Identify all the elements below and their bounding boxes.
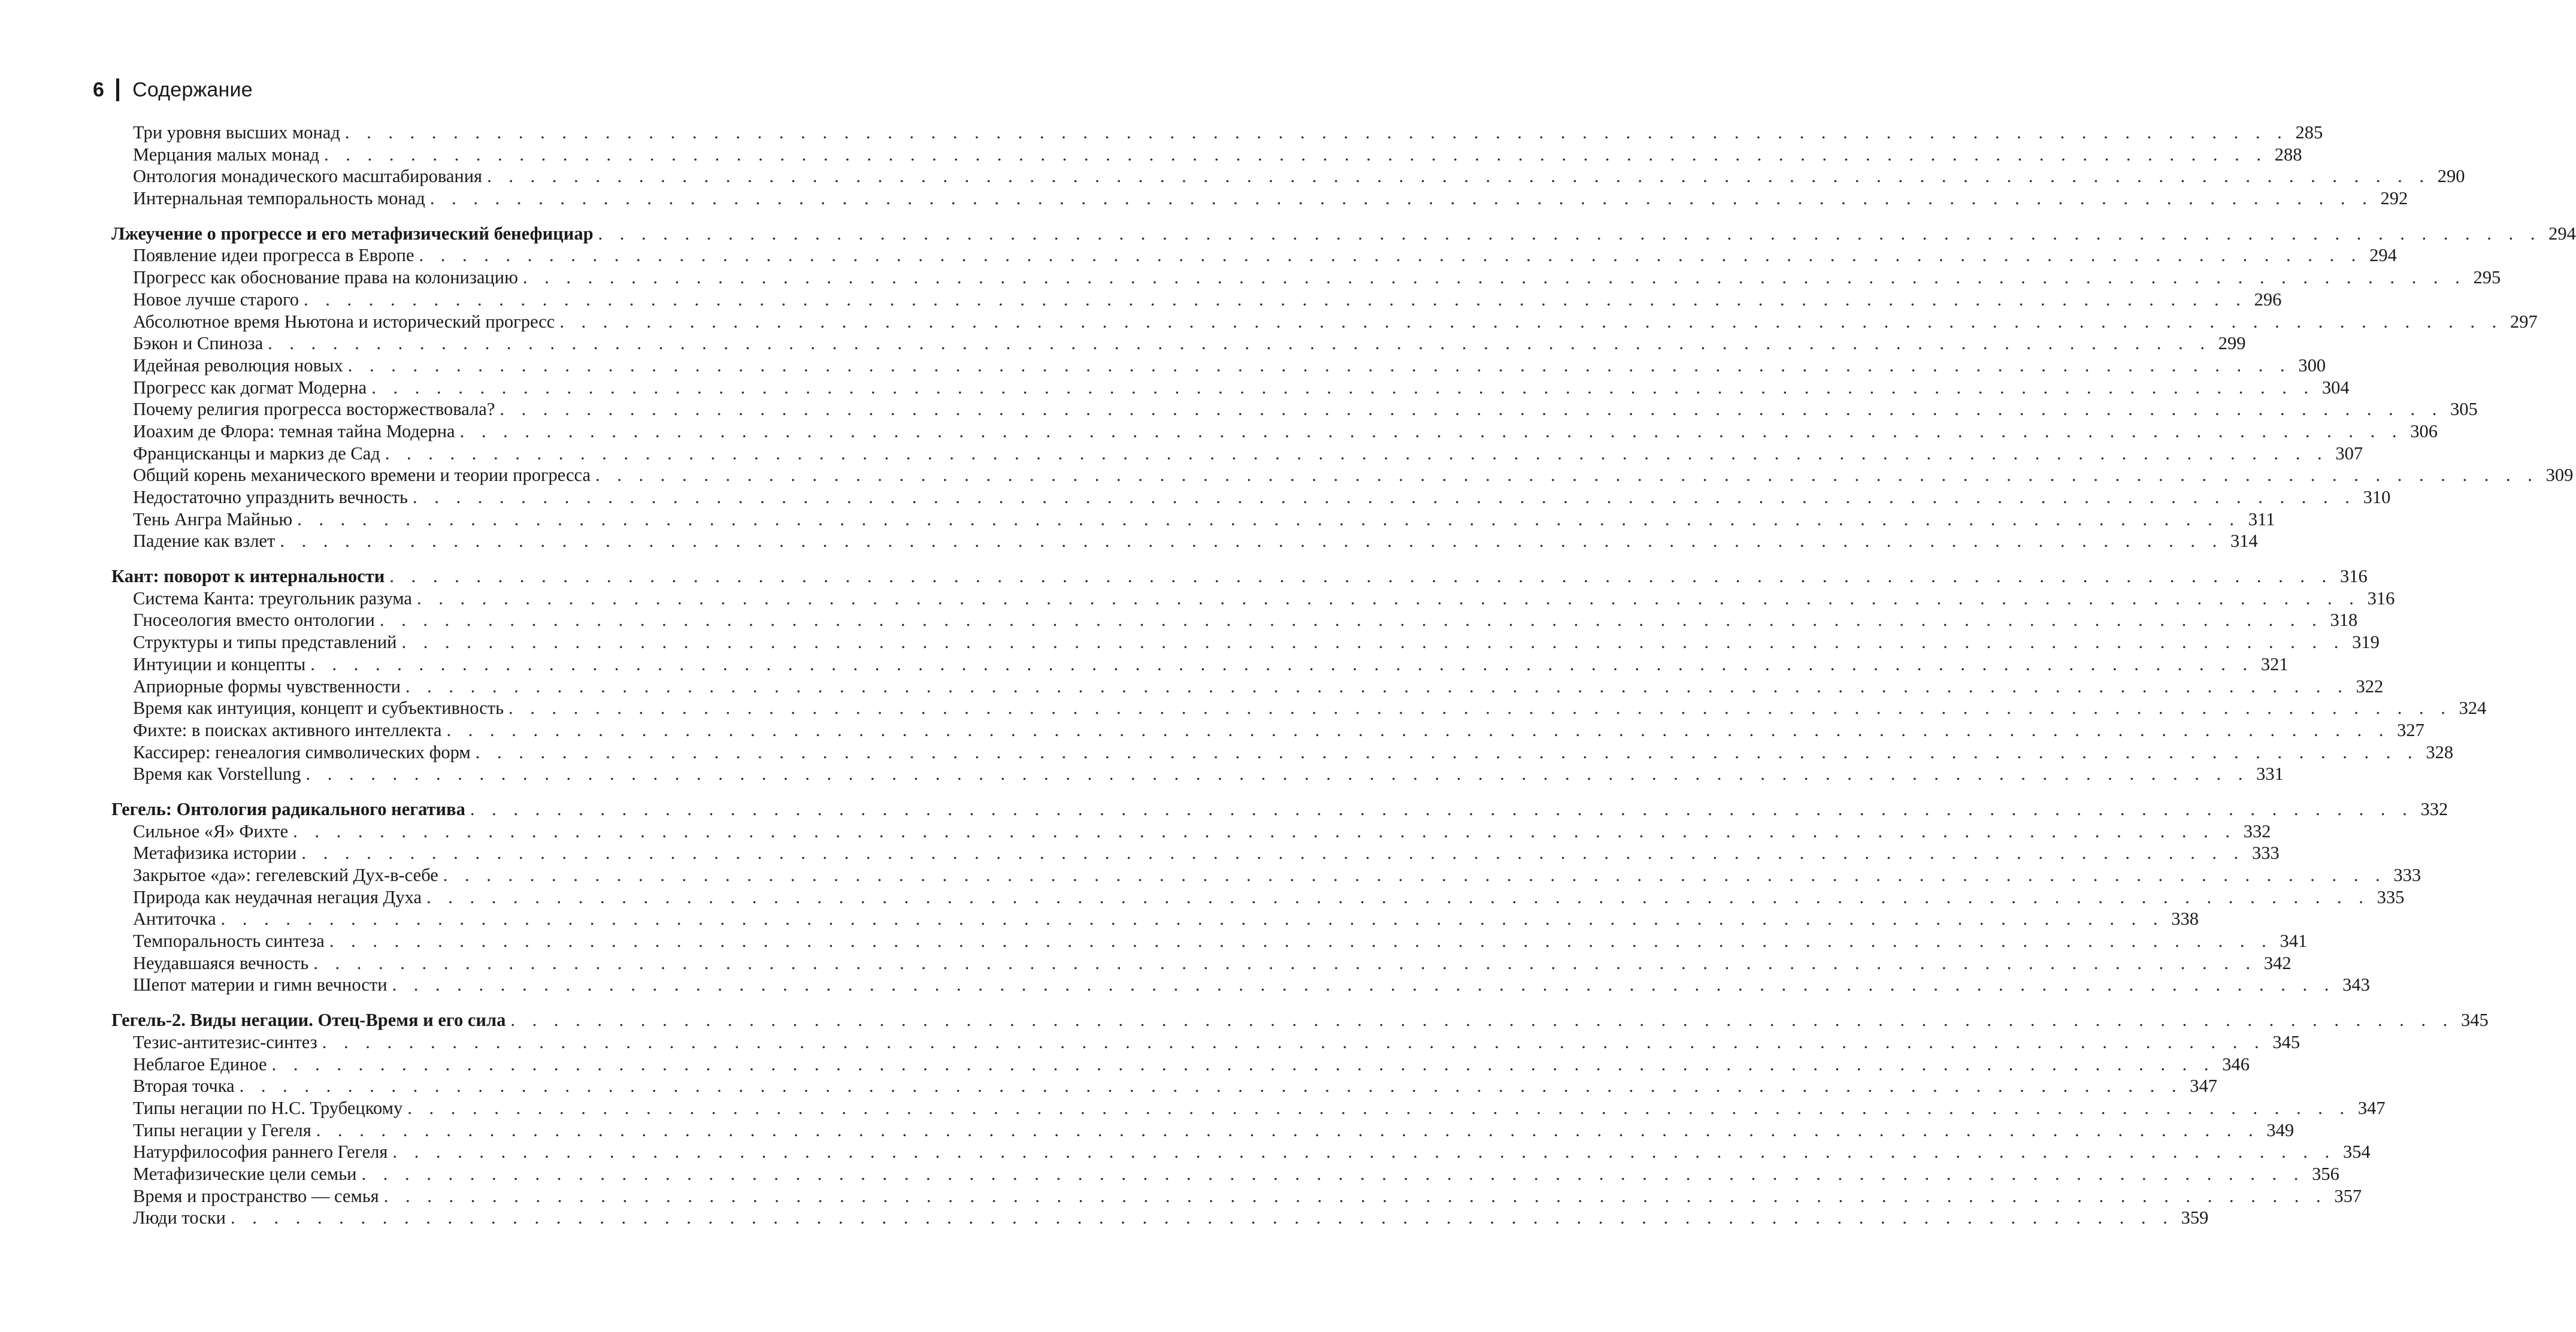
dot-leader: . . . . . . . . . . . . . . . . . . . . . . . . . . . . . . . . . . . . . . . . . . . . . . . . . . . . . . . . . . . . . . . . . . . . . . . . . . . . . . . . . . . . . . . . . . — [305, 764, 2249, 785]
chapter-title: Лжеучение о прогрессе и его метафизический бенефициар — [111, 223, 594, 244]
toc-chapter-entry[interactable] — [111, 798, 2448, 821]
dot-leader: . . . . . . . . . . . . . . . . . . . . . . . . . . . . . . . . . . . . . . . . . . . . . . . . . . . . . . . . . . . . . . . . . . . . . . . . . . . . . . . . . . . . . . . . . . — [301, 843, 2245, 864]
header-separator — [116, 78, 119, 101]
page-reference: 347 — [2190, 1076, 2217, 1097]
page-reference: 341 — [2280, 931, 2308, 952]
dot-leader: . . . . . . . . . . . . . . . . . . . . . . . . . . . . . . . . . . . . . . . . . . . . . . . . . . . . . . . . . . . . . . . . . . . . . . . . . . . . . . . . . . . . . . . . . . — [392, 974, 2335, 995]
dot-leader: . . . . . . . . . . . . . . . . . . . . . . . . . . . . . . . . . . . . . . . . . . . . . . . . . . . . . . . . . . . . . . . . . . . . . . . . . . . . . . . . . . . . . . . . . . — [231, 1207, 2174, 1228]
toc-section-entry[interactable] — [133, 676, 2384, 698]
section-title: Система Канта: треугольник разума — [133, 588, 412, 609]
running-title: Содержание — [132, 78, 253, 101]
toc-section-entry[interactable] — [133, 1119, 2295, 1142]
section-title: Структуры и типы представлений — [133, 632, 397, 653]
toc-section-entry[interactable] — [133, 974, 2370, 996]
table-of-contents — [111, 122, 2576, 1242]
toc-group — [111, 565, 2487, 785]
dot-leader: . . . . . . . . . . . . . . . . . . . . . . . . . . . . . . . . . . . . . . . . . . . . . . . . . . . . . . . . . . . . . . . . . . . . . . . . . . . . . . . . . . . . . . . . . . — [379, 610, 2323, 631]
toc-section-entry[interactable] — [133, 1054, 2250, 1076]
section-title: Абсолютное время Ньютона и исторический прогресс — [133, 311, 555, 332]
dot-leader: . . . . . . . . . . . . . . . . . . . . . . . . . . . . . . . . . . . . . . . . . . . . . . . . . . . . . . . . . . . . . . . . . . . . . . . . . . . . . . . . . . . . . . . . . . — [280, 531, 2223, 552]
section-title: Природа как неудачная негация Духа — [133, 886, 422, 907]
section-title: Антиточка — [133, 909, 216, 930]
page-reference: 346 — [2222, 1054, 2250, 1074]
toc-section-entry[interactable] — [133, 530, 2258, 552]
page-reference: 354 — [2343, 1142, 2371, 1163]
dot-leader: . . . . . . . . . . . . . . . . . . . . . . . . . . . . . . . . . . . . . . . . . . . . . . . . . . . . . . . . . . . . . . . . . . . . . . . . . . . . . . . . . . . . . . . . . . — [419, 245, 2362, 266]
toc-group — [111, 223, 2576, 552]
dot-leader: . . . . . . . . . . . . . . . . . . . . . . . . . . . . . . . . . . . . . . . . . . . . . . . . . . . . . . . . . . . . . . . . . . . . . . . . . . . . . . . . . . . . . . . . . . — [522, 267, 2466, 288]
section-title: Бэкон и Спиноза — [133, 333, 264, 354]
toc-section-entry[interactable] — [133, 377, 2350, 399]
page-reference: 343 — [2342, 974, 2370, 995]
section-title: Общий корень механического времени и теории прогресса — [133, 465, 591, 486]
toc-section-entry[interactable] — [133, 588, 2395, 610]
section-title: Сильное «Я» Фихте — [133, 821, 289, 841]
page-reference: 338 — [2171, 909, 2199, 930]
page-number: 6 — [93, 78, 105, 101]
page-reference: 311 — [2248, 508, 2275, 529]
section-title: Метафизика истории — [133, 843, 297, 864]
toc-section-entry[interactable] — [133, 609, 2358, 631]
toc-section-entry[interactable] — [133, 420, 2438, 443]
dot-leader: . . . . . . . . . . . . . . . . . . . . . . . . . . . . . . . . . . . . . . . . . . . . . . . . . . . . . . . . . . . . . . . . . . . . . . . . . . . . . . . . . . . . . . . . . . — [426, 886, 2370, 907]
dot-leader: . . . . . . . . . . . . . . . . . . . . . . . . . . . . . . . . . . . . . . . . . . . . . . . . . . . . . . . . . . . . . . . . . . . . . . . . . . . . . . . . . . . . . . . . . . — [459, 420, 2403, 441]
toc-chapter-entry[interactable] — [111, 565, 2368, 588]
page-reference: 306 — [2410, 420, 2438, 441]
section-title: Интернальная темпоральность монад — [133, 188, 425, 209]
section-title: Типы негации у Гегеля — [133, 1119, 311, 1140]
page-reference: 327 — [2397, 719, 2424, 740]
page-reference: 295 — [2473, 267, 2501, 288]
section-title: Неблагое Единое — [133, 1054, 267, 1074]
dot-leader: . . . . . . . . . . . . . . . . . . . . . . . . . . . . . . . . . . . . . . . . . . . . . . . . . . . . . . . . . . . . . . . . . . . . . . . . . . . . . . . . . . . . . . . . . . — [344, 122, 2289, 143]
toc-section-entry[interactable] — [133, 244, 2397, 267]
toc-section-entry[interactable] — [133, 864, 2421, 886]
toc-section-entry[interactable] — [133, 464, 2574, 486]
dot-leader: . . . . . . . . . . . . . . . . . . . . . . . . . . . . . . . . . . . . . . . . . . . . . . . . . . . . . . . . . . . . . . . . . . . . . . . . . . . . . . . . . . . . . . . . . . — [510, 1010, 2454, 1031]
toc-section-entry[interactable] — [133, 821, 2271, 843]
section-title: Интуиции и концепты — [133, 653, 306, 674]
toc-section-entry[interactable] — [133, 886, 2405, 909]
page-reference: 309 — [2545, 465, 2574, 486]
toc-section-entry[interactable] — [133, 1207, 2209, 1229]
dot-leader: . . . . . . . . . . . . . . . . . . . . . . . . . . . . . . . . . . . . . . . . . . . . . . . . . . . . . . . . . . . . . . . . . . . . . . . . . . . . . . . . . . . . . . . . . . — [268, 333, 2211, 354]
section-title: Кассирер: генеалогия символических форм — [133, 741, 471, 762]
page-reference: 347 — [2357, 1097, 2386, 1118]
toc-section-entry[interactable] — [133, 332, 2246, 355]
dot-leader: . . . . . . . . . . . . . . . . . . . . . . . . . . . . . . . . . . . . . . . . . . . . . . . . . . . . . . . . . . . . . . . . . . . . . . . . . . . . . . . . . . . . . . . . . . — [239, 1076, 2183, 1097]
section-title: Мерцания малых монад — [133, 144, 320, 165]
page-reference: 288 — [2274, 144, 2302, 165]
toc-section-entry[interactable] — [133, 267, 2501, 289]
section-title: Недостаточно упразднить вечность — [133, 487, 408, 507]
dot-leader: . . . . . . . . . . . . . . . . . . . . . . . . . . . . . . . . . . . . . . . . . . . . . . . . . . . . . . . . . . . . . . . . . . . . . . . . . . . . . . . . . . . . . . . . . . — [271, 1054, 2215, 1074]
page-reference: 314 — [2230, 531, 2258, 552]
section-title: Натурфилософия раннего Гегеля — [133, 1142, 388, 1163]
dot-leader: . . . . . . . . . . . . . . . . . . . . . . . . . . . . . . . . . . . . . . . . . . . . . . . . . . . . . . . . . . . . . . . . . . . . . . . . . . . . . . . . . . . . . . . . . . — [389, 566, 2333, 587]
dot-leader: . . . . . . . . . . . . . . . . . . . . . . . . . . . . . . . . . . . . . . . . . . . . . . . . . . . . . . . . . . . . . . . . . . . . . . . . . . . . . . . . . . . . . . . . . . — [329, 931, 2273, 952]
section-title: Темпоральность синтеза — [133, 931, 325, 952]
dot-leader: . . . . . . . . . . . . . . . . . . . . . . . . . . . . . . . . . . . . . . . . . . . . . . . . . . . . . . . . . . . . . . . . . . . . . . . . . . . . . . . . . . . . . . . . . . — [347, 355, 2292, 376]
toc-section-entry[interactable] — [133, 908, 2199, 930]
toc-section-entry[interactable] — [133, 398, 2478, 420]
toc-section-entry[interactable] — [133, 1031, 2300, 1054]
toc-section-entry[interactable] — [133, 1075, 2217, 1097]
section-title: Априорные формы чувственности — [133, 676, 401, 697]
dot-leader: . . . . . . . . . . . . . . . . . . . . . . . . . . . . . . . . . . . . . . . . . . . . . . . . . . . . . . . . . . . . . . . . . . . . . . . . . . . . . . . . . . . . . . . . . . — [446, 719, 2390, 740]
toc-section-entry[interactable] — [133, 653, 2289, 676]
section-title: Время как Vorstellung — [133, 764, 301, 785]
section-title: Люди тоски — [133, 1207, 226, 1228]
page-reference: 310 — [2363, 487, 2391, 507]
toc-section-entry[interactable] — [133, 144, 2302, 166]
page-reference: 304 — [2321, 377, 2350, 398]
toc-section-entry[interactable] — [133, 1185, 2362, 1207]
toc-section-entry[interactable] — [133, 122, 2323, 144]
chapter-title: Гегель: Онтология радикального негатива — [111, 798, 465, 819]
toc-section-entry[interactable] — [133, 165, 2465, 187]
toc-group — [111, 1009, 2489, 1229]
page-reference: 356 — [2312, 1163, 2339, 1184]
section-title: Идейная революция новых — [133, 355, 343, 376]
dot-leader: . . . . . . . . . . . . . . . . . . . . . . . . . . . . . . . . . . . . . . . . . . . . . . . . . . . . . . . . . . . . . . . . . . . . . . . . . . . . . . . . . . . . . . . . . . — [475, 741, 2419, 762]
dot-leader: . . . . . . . . . . . . . . . . . . . . . . . . . . . . . . . . . . . . . . . . . . . . . . . . . . . . . . . . . . . . . . . . . . . . . . . . . . . . . . . . . . . . . . . . . . — [324, 144, 2268, 165]
page-reference: 322 — [2356, 676, 2384, 697]
section-title: Почему религия прогресса восторжествовала? — [133, 399, 495, 420]
dot-leader: . . . . . . . . . . . . . . . . . . . . . . . . . . . . . . . . . . . . . . . . . . . . . . . . . . . . . . . . . . . . . . . . . . . . . . . . . . . . . . . . . . . . . . . . . . — [443, 865, 2387, 885]
section-title: Шепот материи и гимн вечности — [133, 974, 388, 995]
page-reference: 333 — [2393, 865, 2421, 885]
page-reference: 359 — [2181, 1207, 2209, 1228]
page-reference: 294 — [2548, 223, 2576, 244]
section-title: Появление идеи прогресса в Европе — [133, 245, 414, 266]
chapter-title: Гегель-2. Виды негации. Отец-Время и его сила — [111, 1010, 506, 1031]
section-title: Неудавшаяся вечность — [133, 952, 309, 973]
dot-leader: . . . . . . . . . . . . . . . . . . . . . . . . . . . . . . . . . . . . . . . . . . . . . . . . . . . . . . . . . . . . . . . . . . . . . . . . . . . . . . . . . . . . . . . . . . — [487, 166, 2430, 187]
page-reference: 316 — [2340, 566, 2368, 587]
dot-leader: . . . . . . . . . . . . . . . . . . . . . . . . . . . . . . . . . . . . . . . . . . . . . . . . . . . . . . . . . . . . . . . . . . . . . . . . . . . . . . . . . . . . . . . . . . — [508, 698, 2452, 719]
dot-leader: . . . . . . . . . . . . . . . . . . . . . . . . . . . . . . . . . . . . . . . . . . . . . . . . . . . . . . . . . . . . . . . . . . . . . . . . . . . . . . . . . . . . . . . . . . — [361, 1163, 2305, 1184]
page-reference: 299 — [2218, 333, 2246, 354]
dot-leader: . . . . . . . . . . . . . . . . . . . . . . . . . . . . . . . . . . . . . . . . . . . . . . . . . . . . . . . . . . . . . . . . . . . . . . . . . . . . . . . . . . . . . . . . . . — [407, 1097, 2351, 1118]
toc-section-entry[interactable] — [133, 187, 2408, 210]
dot-leader: . . . . . . . . . . . . . . . . . . . . . . . . . . . . . . . . . . . . . . . . . . . . . . . . . . . . . . . . . . . . . . . . . . . . . . . . . . . . . . . . . . . . . . . . . . — [429, 188, 2374, 209]
page-reference: 297 — [2510, 311, 2538, 332]
dot-leader: . . . . . . . . . . . . . . . . . . . . . . . . . . . . . . . . . . . . . . . . . . . . . . . . . . . . . . . . . . . . . . . . . . . . . . . . . . . . . . . . . . . . . . . . . . — [470, 798, 2414, 819]
section-title: Гносеология вместо онтологии — [133, 610, 375, 631]
page-reference: 292 — [2380, 188, 2408, 209]
page-reference: 357 — [2334, 1185, 2362, 1206]
toc-section-entry[interactable] — [133, 930, 2308, 952]
toc-section-entry[interactable] — [133, 631, 2380, 653]
page-reference: 300 — [2298, 355, 2326, 376]
toc-section-entry[interactable] — [133, 1163, 2339, 1185]
toc-group — [111, 122, 2465, 210]
dot-leader: . . . . . . . . . . . . . . . . . . . . . . . . . . . . . . . . . . . . . . . . . . . . . . . . . . . . . . . . . . . . . . . . . . . . . . . . . . . . . . . . . . . . . . . . . . — [598, 223, 2541, 244]
chapter-title: Кант: поворот к интернальности — [111, 566, 385, 587]
page-reference: 328 — [2426, 741, 2454, 762]
page-reference: 294 — [2369, 245, 2397, 266]
dot-leader: . . . . . . . . . . . . . . . . . . . . . . . . . . . . . . . . . . . . . . . . . . . . . . . . . . . . . . . . . . . . . . . . . . . . . . . . . . . . . . . . . . . . . . . . . . — [316, 1119, 2260, 1140]
page-reference: 321 — [2260, 653, 2289, 674]
toc-chapter-entry[interactable] — [111, 1009, 2489, 1031]
section-title: Фихте: в поисках активного интеллекта — [133, 719, 442, 740]
page-reference: 332 — [2243, 821, 2271, 841]
section-title: Три уровня высших монад — [133, 122, 340, 143]
toc-section-entry[interactable] — [133, 355, 2326, 377]
toc-section-entry[interactable] — [133, 697, 2487, 719]
page-reference: 345 — [2460, 1010, 2489, 1031]
toc-section-entry[interactable] — [133, 842, 2280, 864]
dot-leader: . . . . . . . . . . . . . . . . . . . . . . . . . . . . . . . . . . . . . . . . . . . . . . . . . . . . . . . . . . . . . . . . . . . . . . . . . . . . . . . . . . . . . . . . . . — [310, 653, 2254, 674]
section-title: Типы негации по Н.С. Трубецкому — [133, 1097, 403, 1118]
dot-leader: . . . . . . . . . . . . . . . . . . . . . . . . . . . . . . . . . . . . . . . . . . . . . . . . . . . . . . . . . . . . . . . . . . . . . . . . . . . . . . . . . . . . . . . . . . — [412, 487, 2356, 507]
page-reference: 305 — [2450, 399, 2478, 420]
dot-leader: . . . . . . . . . . . . . . . . . . . . . . . . . . . . . . . . . . . . . . . . . . . . . . . . . . . . . . . . . . . . . . . . . . . . . . . . . . . . . . . . . . . . . . . . . . — [405, 676, 2349, 697]
page-reference: 349 — [2266, 1119, 2295, 1140]
toc-section-entry[interactable] — [133, 443, 2363, 465]
dot-leader: . . . . . . . . . . . . . . . . . . . . . . . . . . . . . . . . . . . . . . . . . . . . . . . . . . . . . . . . . . . . . . . . . . . . . . . . . . . . . . . . . . . . . . . . . . — [595, 465, 2539, 486]
toc-group — [111, 798, 2448, 996]
toc-section-entry[interactable] — [133, 289, 2282, 311]
dot-leader: . . . . . . . . . . . . . . . . . . . . . . . . . . . . . . . . . . . . . . . . . . . . . . . . . . . . . . . . . . . . . . . . . . . . . . . . . . . . . . . . . . . . . . . . . . — [304, 289, 2247, 310]
page-reference: 332 — [2420, 798, 2448, 819]
dot-leader: . . . . . . . . . . . . . . . . . . . . . . . . . . . . . . . . . . . . . . . . . . . . . . . . . . . . . . . . . . . . . . . . . . . . . . . . . . . . . . . . . . . . . . . . . . — [500, 399, 2443, 420]
page-reference: 316 — [2367, 588, 2395, 609]
dot-leader: . . . . . . . . . . . . . . . . . . . . . . . . . . . . . . . . . . . . . . . . . . . . . . . . . . . . . . . . . . . . . . . . . . . . . . . . . . . . . . . . . . . . . . . . . . — [559, 311, 2503, 332]
page-reference: 333 — [2252, 843, 2280, 864]
toc-section-entry[interactable] — [133, 486, 2391, 508]
section-title: Вторая точка — [133, 1076, 235, 1097]
toc-section-entry[interactable] — [133, 741, 2454, 764]
dot-leader: . . . . . . . . . . . . . . . . . . . . . . . . . . . . . . . . . . . . . . . . . . . . . . . . . . . . . . . . . . . . . . . . . . . . . . . . . . . . . . . . . . . . . . . . . . — [371, 377, 2315, 398]
page-reference: 324 — [2459, 698, 2487, 719]
section-title: Онтология монадического масштабирования — [133, 166, 483, 187]
toc-section-entry[interactable] — [133, 763, 2284, 785]
toc-section-entry[interactable] — [133, 311, 2538, 333]
page-reference: 307 — [2335, 443, 2363, 464]
section-title: Закрытое «да»: гегелевский Дух-в-себе — [133, 865, 438, 885]
section-title: Прогресс как обоснование права на колонизацию — [133, 267, 518, 288]
dot-leader: . . . . . . . . . . . . . . . . . . . . . . . . . . . . . . . . . . . . . . . . . . . . . . . . . . . . . . . . . . . . . . . . . . . . . . . . . . . . . . . . . . . . . . . . . . — [416, 588, 2360, 609]
dot-leader: . . . . . . . . . . . . . . . . . . . . . . . . . . . . . . . . . . . . . . . . . . . . . . . . . . . . . . . . . . . . . . . . . . . . . . . . . . . . . . . . . . . . . . . . . . — [322, 1031, 2266, 1052]
page-reference: 319 — [2352, 632, 2380, 653]
dot-leader: . . . . . . . . . . . . . . . . . . . . . . . . . . . . . . . . . . . . . . . . . . . . . . . . . . . . . . . . . . . . . . . . . . . . . . . . . . . . . . . . . . . . . . . . . . — [297, 508, 2241, 529]
page-reference: 342 — [2263, 952, 2292, 973]
toc-section-entry[interactable] — [133, 1097, 2386, 1119]
toc-section-entry[interactable] — [133, 719, 2424, 741]
section-title: Иоахим де Флора: темная тайна Модерна — [133, 420, 455, 441]
dot-leader: . . . . . . . . . . . . . . . . . . . . . . . . . . . . . . . . . . . . . . . . . . . . . . . . . . . . . . . . . . . . . . . . . . . . . . . . . . . . . . . . . . . . . . . . . . — [383, 1185, 2327, 1206]
page-reference: 285 — [2295, 122, 2323, 143]
dot-leader: . . . . . . . . . . . . . . . . . . . . . . . . . . . . . . . . . . . . . . . . . . . . . . . . . . . . . . . . . . . . . . . . . . . . . . . . . . . . . . . . . . . . . . . . . . — [220, 909, 2164, 930]
page-reference: 331 — [2256, 764, 2284, 785]
section-title: Новое лучше старого — [133, 289, 299, 310]
dot-leader: . . . . . . . . . . . . . . . . . . . . . . . . . . . . . . . . . . . . . . . . . . . . . . . . . . . . . . . . . . . . . . . . . . . . . . . . . . . . . . . . . . . . . . . . . . — [313, 952, 2257, 973]
section-title: Падение как взлет — [133, 531, 276, 552]
dot-leader: . . . . . . . . . . . . . . . . . . . . . . . . . . . . . . . . . . . . . . . . . . . . . . . . . . . . . . . . . . . . . . . . . . . . . . . . . . . . . . . . . . . . . . . . . . — [401, 632, 2345, 653]
section-title: Метафизические цели семьи — [133, 1163, 357, 1184]
toc-section-entry[interactable] — [133, 952, 2292, 974]
page-reference: 318 — [2330, 610, 2358, 631]
dot-leader: . . . . . . . . . . . . . . . . . . . . . . . . . . . . . . . . . . . . . . . . . . . . . . . . . . . . . . . . . . . . . . . . . . . . . . . . . . . . . . . . . . . . . . . . . . — [293, 821, 2236, 841]
section-title: Прогресс как догмат Модерна — [133, 377, 367, 398]
section-title: Францисканцы и маркиз де Сад — [133, 443, 380, 464]
dot-leader: . . . . . . . . . . . . . . . . . . . . . . . . . . . . . . . . . . . . . . . . . . . . . . . . . . . . . . . . . . . . . . . . . . . . . . . . . . . . . . . . . . . . . . . . . . — [392, 1142, 2336, 1163]
toc-chapter-entry[interactable] — [111, 223, 2576, 245]
page-reference: 335 — [2377, 886, 2405, 907]
running-head — [93, 77, 253, 103]
section-title: Тень Ангра Майнью — [133, 508, 293, 529]
section-title: Время и пространство — семья — [133, 1185, 379, 1206]
toc-section-entry[interactable] — [133, 508, 2275, 531]
dot-leader: . . . . . . . . . . . . . . . . . . . . . . . . . . . . . . . . . . . . . . . . . . . . . . . . . . . . . . . . . . . . . . . . . . . . . . . . . . . . . . . . . . . . . . . . . . — [385, 443, 2329, 464]
page-reference: 296 — [2254, 289, 2282, 310]
section-title: Время как интуиция, концепт и субъективность — [133, 698, 504, 719]
toc-section-entry[interactable] — [133, 1141, 2371, 1163]
page-reference: 290 — [2437, 166, 2465, 187]
page-reference: 345 — [2272, 1031, 2300, 1052]
section-title: Тезис-антитезис-синтез — [133, 1031, 317, 1052]
